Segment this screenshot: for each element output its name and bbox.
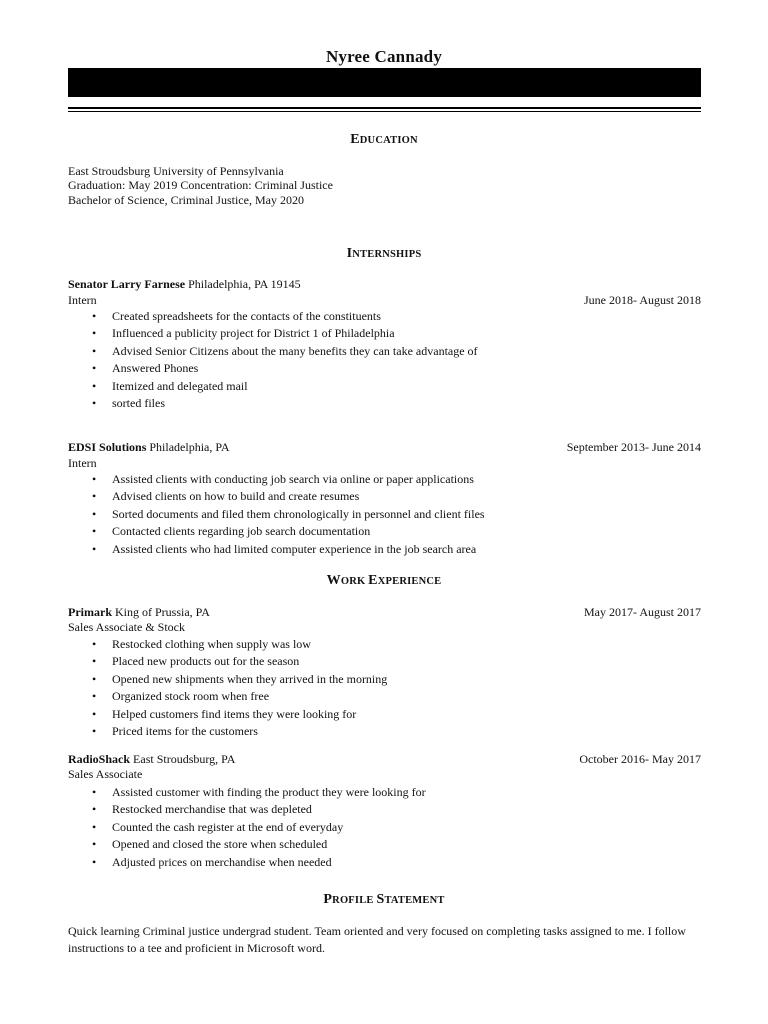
list-item: • Created spreadsheets for the contacts of the constituents [92, 309, 381, 323]
list-item: • Adjusted prices on merchandise when needed [92, 854, 332, 869]
education-heading: EDUCATION [350, 132, 418, 147]
job-employer-line [68, 605, 210, 620]
employer-location: King of Prussia, PA [112, 605, 210, 619]
list-item: • Organized stock room when free [92, 689, 270, 704]
education-degree: Bachelor of Science, Criminal Justice, May 2020 [68, 193, 304, 207]
list-item: • Helped customers find items they were looking for [92, 706, 357, 721]
bullet-icon: • [92, 802, 97, 817]
bullet-icon: • [92, 723, 97, 738]
bullet-icon: • [92, 489, 97, 504]
bullet-icon: • [92, 541, 97, 556]
internship-employer-line [68, 440, 230, 455]
job-employer-line [68, 752, 235, 767]
bullet-icon: • [92, 524, 97, 539]
bullet-icon: • [92, 837, 97, 852]
education-school: East Stroudsburg University of Pennsylvania [68, 164, 284, 178]
resume-name: Nyree Cannady [325, 47, 443, 66]
job-duties [90, 637, 387, 741]
bullet-icon: • [92, 706, 97, 721]
job-dates: October 2016- May 2017 [579, 752, 701, 766]
profile-statement-text: Quick learning Criminal justice undergrad student. Team oriented and very focused on completing tasks assigned to me. I follow instructions to a tee and proficient in Microsoft word. [68, 924, 686, 955]
list-item: • Restocked merchandise that was depleted [92, 802, 312, 817]
list-item: • Placed new products out for the season [92, 654, 300, 669]
bullet-icon: • [92, 361, 97, 376]
job-role: Sales Associate & Stock [68, 620, 185, 634]
internship-dates: September 2013- June 2014 [566, 440, 701, 454]
list-item: • Counted the cash register at the end of everyday [92, 819, 344, 834]
list-item: • Advised Senior Citizens about the many benefits they can take advantage of [92, 343, 478, 358]
employer-name: Primark [68, 605, 112, 619]
education-graduation: Graduation: May 2019 Concentration: Criminal Justice [68, 178, 333, 192]
employer-location: East Stroudsburg, PA [130, 752, 236, 766]
bullet-icon: • [92, 506, 97, 521]
profile-statement-heading: PROFILE STATEMENT [323, 892, 445, 907]
bullet-icon: • [92, 854, 97, 869]
job-dates: May 2017- August 2017 [584, 605, 701, 619]
employer-location: Philadelphia, PA [146, 440, 230, 454]
internship-role: Intern [68, 456, 97, 470]
list-item: • Sorted documents and filed them chronologically in personnel and client files [92, 506, 485, 521]
work-experience-heading: WORK EXPERIENCE [326, 573, 442, 588]
employer-name: Senator Larry Farnese [68, 277, 186, 291]
bullet-icon: • [92, 785, 97, 799]
list-item: • sorted files [92, 395, 165, 410]
internship-employer-line [68, 277, 301, 292]
internship-role: Intern [68, 293, 97, 307]
bullet-icon: • [92, 819, 97, 834]
bullet-icon: • [92, 395, 97, 410]
internships-heading: INTERNSHIPS [346, 246, 422, 261]
bullet-icon: • [92, 326, 97, 341]
list-item: • Contacted clients regarding job search documentation [92, 524, 371, 539]
list-item: • Assisted clients who had limited computer experience in the job search area [92, 541, 477, 556]
bullet-icon: • [92, 671, 97, 686]
list-item: • Assisted clients with conducting job search via online or paper applications [92, 472, 474, 486]
bullet-icon: • [92, 378, 97, 393]
bullet-icon: • [92, 472, 97, 486]
list-item: • Advised clients on how to build and create resumes [92, 489, 360, 504]
bullet-icon: • [92, 309, 97, 323]
list-item: • Itemized and delegated mail [92, 378, 248, 393]
job-role: Sales Associate [68, 767, 143, 781]
job-duties [90, 785, 426, 872]
list-item: • Priced items for the customers [92, 723, 258, 738]
internship-duties [90, 309, 478, 413]
employer-location: Philadelphia, PA 19145 [185, 277, 301, 291]
employer-name: EDSI Solutions [68, 440, 147, 454]
header-bar [68, 68, 701, 97]
list-item: • Answered Phones [92, 361, 199, 376]
bullet-icon: • [92, 343, 97, 358]
list-item: • Influenced a publicity project for District 1 of Philadelphia [92, 326, 395, 341]
bullet-icon: • [92, 654, 97, 669]
bullet-icon: • [92, 689, 97, 704]
list-item: • Restocked clothing when supply was low [92, 637, 311, 651]
employer-name: RadioShack [68, 752, 131, 766]
list-item: • Opened and closed the store when scheduled [92, 837, 328, 852]
list-item: • Assisted customer with finding the product they were looking for [92, 785, 426, 799]
header-rule-thin [68, 111, 701, 112]
header-rule-thick [68, 107, 701, 109]
list-item: • Opened new shipments when they arrived in the morning [92, 671, 388, 686]
bullet-icon: • [92, 637, 97, 651]
internship-dates: June 2018- August 2018 [584, 293, 701, 307]
internship-duties [90, 472, 485, 559]
